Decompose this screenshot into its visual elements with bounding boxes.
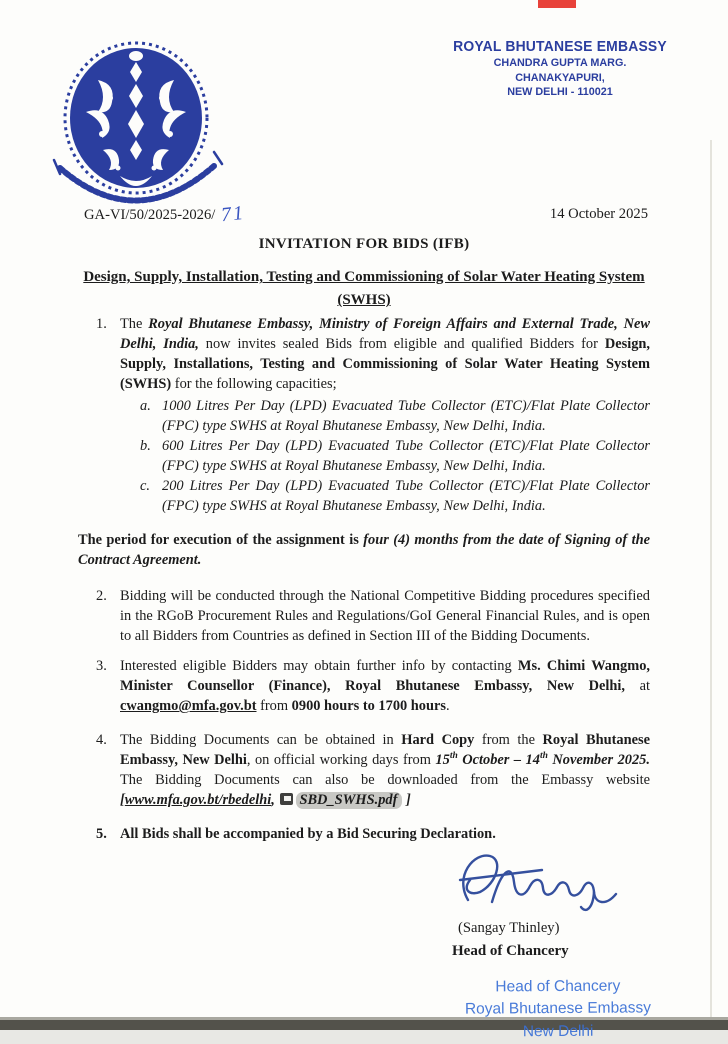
stamp-line3: New Delhi	[522, 1022, 594, 1040]
subitem-letter: c.	[140, 478, 150, 495]
numbered-item-2	[78, 586, 650, 646]
embassy-address-block	[430, 38, 690, 100]
reference-number-text: GA-VI/50/2025-2026/	[84, 207, 216, 223]
letter-date: 14 October 2025	[549, 206, 648, 222]
execution-period-note: The period for execution of the assignment is four (4) months from the date of Signing of the Contract Agreement.	[78, 532, 650, 569]
reference-number	[84, 202, 245, 225]
item-text: Bidding will be conducted through the National Competitive Bidding procedures specified in the RGoB Procurement Rules and Regulations/GoI General Financial Rules, and is open to all Bidders from Countries as defined in Section III of the Bidding Documents.	[120, 588, 650, 645]
address-city: NEW DELHI - 110021	[507, 86, 613, 99]
embassy-name: ROYAL BHUTANESE EMBASSY	[453, 39, 667, 55]
numbered-item-1	[78, 314, 650, 394]
item-text: All Bids shall be accompanied by a Bid Securing Declaration.	[120, 826, 496, 843]
numbered-item-3	[78, 656, 650, 716]
signatory-title: Head of Chancery	[452, 942, 569, 959]
handwritten-serial: 71	[220, 201, 247, 227]
capacity-item-b	[78, 436, 650, 476]
royal-bhutanese-emblem-icon	[48, 40, 228, 225]
item-text: Interested eligible Bidders may obtain further info by contacting Ms. Chimi Wangmo, Minister Counsellor (Finance), Royal Bhutanese Embassy, New Delhi, at cwangmo@mfa.gov.bt from 0900 hours to 1700 hours.	[120, 658, 650, 715]
letter-body	[78, 314, 650, 1043]
signature-ink	[450, 850, 650, 916]
address-area: CHANAKYAPURI,	[515, 71, 605, 84]
subject-heading	[60, 266, 668, 313]
scan-red-mark	[538, 0, 576, 8]
subitem-letter: a.	[140, 398, 151, 415]
subitem-letter: b.	[140, 438, 151, 455]
subitem-text: 1000 Litres Per Day (LPD) Evacuated Tube Collector (ETC)/Flat Plate Collector (FPC) type SWHS at Royal Bhutanese Embassy, New Delhi, India.	[162, 398, 650, 435]
subitem-text: 600 Litres Per Day (LPD) Evacuated Tube Collector (ETC)/Flat Plate Collector (FPC) type SWHS at Royal Bhutanese Embassy, New Delhi, India.	[162, 438, 650, 475]
letter-title: INVITATION FOR BIDS (IFB)	[258, 236, 470, 252]
signature-block	[450, 850, 720, 961]
numbered-item-4	[78, 730, 650, 810]
item-text: The Royal Bhutanese Embassy, Ministry of Foreign Affairs and External Trade, New Delhi, India, now invites sealed Bids from eligible and qualified Bidders for Design, Supply, Installations, Testing and Commissioning of Solar Water Heating System (SWHS) for the following capacities;	[120, 316, 650, 393]
capacity-item-a	[78, 396, 650, 436]
subject-line2: (SWHS)	[337, 292, 391, 309]
signatory-name: (Sangay Thinley)	[458, 920, 560, 937]
item-number: 2.	[96, 588, 107, 605]
subject-line1: Design, Supply, Installation, Testing and Commissioning of Solar Water Heating System	[83, 269, 645, 285]
item-number: 5.	[96, 826, 107, 843]
office-stamp	[408, 974, 708, 1043]
item-number: 1.	[96, 316, 107, 332]
stamp-line1: Head of Chancery	[495, 977, 621, 995]
subitem-text: 200 Litres Per Day (LPD) Evacuated Tube Collector (ETC)/Flat Plate Collector (FPC) type SWHS at Royal Bhutanese Embassy, New Delhi, India.	[162, 478, 650, 515]
item-number: 3.	[96, 658, 107, 675]
item-number: 4.	[96, 732, 107, 749]
reference-row	[84, 200, 648, 228]
numbered-item-5	[78, 824, 650, 844]
item-text: The Bidding Documents can be obtained in Hard Copy from the Royal Bhutanese Embassy, New Delhi, on official working days from 15th October – 14th November 2025. The Bidding Documents can also be downloaded from the Embassy website [www.mfa.gov.bt/rbedelhi, SBD_SWHS.pdf ]	[120, 732, 650, 809]
stamp-line2: Royal Bhutanese Embassy	[464, 999, 652, 1018]
capacity-item-c	[78, 476, 650, 516]
address-street: CHANDRA GUPTA MARG.	[493, 57, 627, 70]
